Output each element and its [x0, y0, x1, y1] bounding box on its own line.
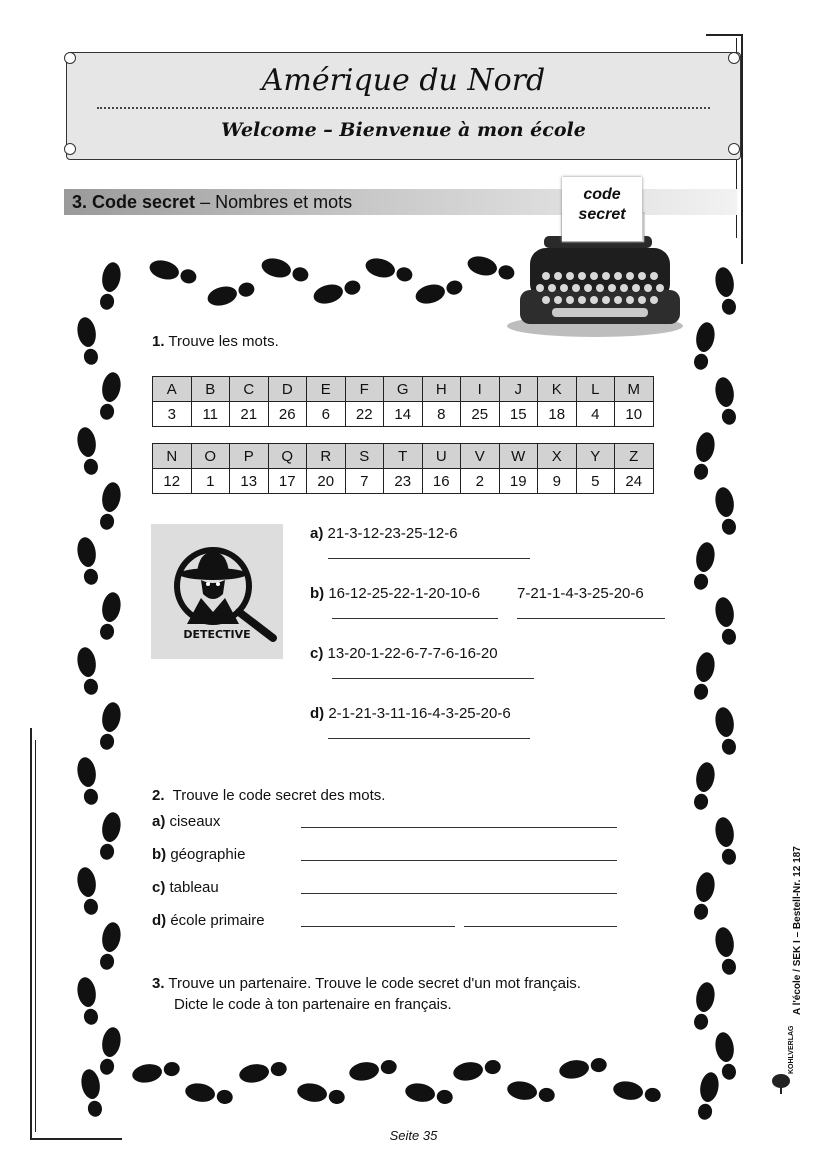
exercise2-instruction: 2. Trouve le code secret des mots.: [152, 787, 386, 804]
table1-letter-12: M: [615, 377, 654, 402]
table1-number-6: 14: [384, 402, 423, 427]
table1-letter-3: D: [268, 377, 307, 402]
table1-letter-2: C: [230, 377, 269, 402]
table1-number-3: 26: [268, 402, 307, 427]
detective-image: [151, 524, 283, 659]
answer-line-2b[interactable]: [301, 860, 617, 861]
table1-number-9: 15: [499, 402, 538, 427]
exercise2-item-c: c) tableau: [152, 879, 219, 896]
exercise1-item-b: b) 16-12-25-22-1-20-10-6: [310, 585, 481, 602]
table2-number-3: 17: [268, 469, 307, 494]
table1-number-8: 25: [461, 402, 500, 427]
table2-number-0: 12: [153, 469, 192, 494]
answer-line-1c[interactable]: [332, 678, 534, 679]
table2-number-6: 23: [384, 469, 423, 494]
table1-number-5: 22: [345, 402, 384, 427]
table1-letter-4: E: [307, 377, 346, 402]
table1-number-4: 6: [307, 402, 346, 427]
section-subtitle: – Nombres et mots: [195, 192, 353, 212]
table1-letter-11: L: [576, 377, 615, 402]
answer-line-1d[interactable]: [328, 738, 530, 739]
exercise3-line2: Dicte le code à ton partenaire en français.: [174, 996, 452, 1013]
table2-letter-8: V: [461, 444, 500, 469]
table2-letter-0: N: [153, 444, 192, 469]
table1-number-7: 8: [422, 402, 461, 427]
table1-letter-7: H: [422, 377, 461, 402]
exercise1-item-d: d) 2-1-21-3-11-16-4-3-25-20-6: [310, 705, 511, 722]
table2-letter-7: U: [422, 444, 461, 469]
exercise2-item-b: b) géographie: [152, 846, 246, 863]
table2-letter-3: Q: [268, 444, 307, 469]
table1-letter-0: A: [153, 377, 192, 402]
table2-letter-11: Y: [576, 444, 615, 469]
table2-number-5: 7: [345, 469, 384, 494]
exercise1-item-c: c) 13-20-1-22-6-7-7-6-16-20: [310, 645, 498, 662]
table2-letter-4: R: [307, 444, 346, 469]
side-order-text: A l'école / SEK I – Bestell-Nr. 12 187: [792, 846, 803, 1015]
detective-label: DETECTIVE: [183, 628, 251, 641]
table1-letter-1: B: [191, 377, 230, 402]
table1-number-12: 10: [615, 402, 654, 427]
answer-line-2a[interactable]: [301, 827, 617, 828]
table1-letter-8: I: [461, 377, 500, 402]
exercise1-instruction: 1. Trouve les mots.: [152, 333, 279, 350]
table2-number-4: 20: [307, 469, 346, 494]
exercise2-item-a: a) ciseaux: [152, 813, 221, 830]
table2-letter-5: S: [345, 444, 384, 469]
table2-letter-9: W: [499, 444, 538, 469]
table2-number-8: 2: [461, 469, 500, 494]
answer-line-2d-2[interactable]: [464, 926, 617, 927]
table2-number-11: 5: [576, 469, 615, 494]
table1-number-10: 18: [538, 402, 577, 427]
page-subtitle: Welcome – Bienvenue à mon école: [221, 119, 586, 141]
publisher-logo-icon: [770, 1072, 792, 1096]
table2-letter-10: X: [538, 444, 577, 469]
exercise3-line1: 3. Trouve un partenaire. Trouve le code secret d'un mot français.: [152, 975, 581, 992]
code-table-2: [152, 443, 654, 494]
answer-line-1b-2[interactable]: [517, 618, 665, 619]
table1-number-2: 21: [230, 402, 269, 427]
exercise1-item-a: a) 21-3-12-23-25-12-6: [310, 525, 458, 542]
table1-letter-9: J: [499, 377, 538, 402]
page-number: Seite 35: [389, 1128, 438, 1143]
table1-number-0: 3: [153, 402, 192, 427]
code-secret-note: code secret: [562, 177, 642, 241]
answer-line-1a[interactable]: [328, 558, 530, 559]
section-number-title: 3. Code secret: [72, 192, 196, 212]
exercise2-item-d: d) école primaire: [152, 912, 265, 929]
table2-letter-12: Z: [615, 444, 654, 469]
table1-letter-10: K: [538, 377, 577, 402]
answer-line-2d-1[interactable]: [301, 926, 455, 927]
table1-number-11: 4: [576, 402, 615, 427]
code-table-1: [152, 376, 654, 427]
table2-letter-1: O: [191, 444, 230, 469]
answer-line-2c[interactable]: [301, 893, 617, 894]
table2-number-7: 16: [422, 469, 461, 494]
table1-letter-5: F: [345, 377, 384, 402]
table2-letter-6: T: [384, 444, 423, 469]
page-title: Amérique du Nord: [261, 63, 546, 98]
table2-number-2: 13: [230, 469, 269, 494]
table2-number-9: 19: [499, 469, 538, 494]
table2-letter-2: P: [230, 444, 269, 469]
exercise1-item-b-code2: 7-21-1-4-3-25-20-6: [517, 585, 644, 602]
table1-number-1: 11: [191, 402, 230, 427]
table2-number-1: 1: [191, 469, 230, 494]
table2-number-12: 24: [615, 469, 654, 494]
table1-letter-6: G: [384, 377, 423, 402]
answer-line-1b-1[interactable]: [332, 618, 498, 619]
table2-number-10: 9: [538, 469, 577, 494]
publisher-label: KOHLVERLAG: [788, 1025, 795, 1074]
